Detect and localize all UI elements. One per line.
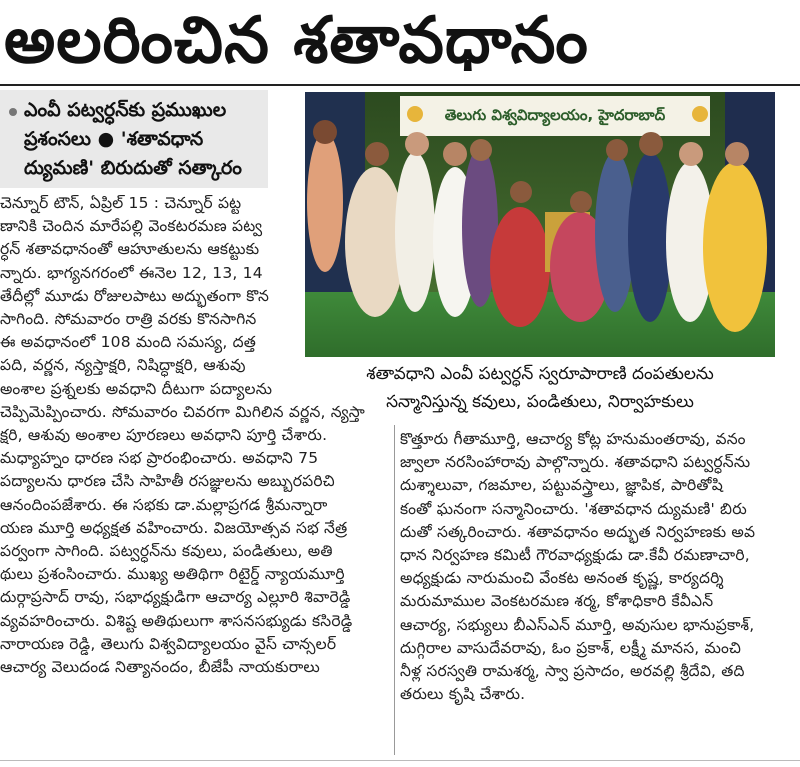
headline: అలరించిన శతావధానం [4,4,589,78]
article-line: వ్యవహరించారు. విశిష్ట అతిథులుగా శాసనసభ్యుడు కసిరెడ్డి [0,611,353,630]
article-line: పద్యాలను ధారణ చేసి సాహితీ రసజ్ఞులను అబ్బురపరిచి [0,472,335,491]
article-line: తరులు కృషి చేశారు. [400,685,526,704]
article-line: దుగ్గిరాల వాసుదేవరావు, ఓం ప్రకాశ్, లక్ష్మీ మానస, మంచి [400,638,742,657]
article-line: కొత్తూరు గీతామూర్తి, ఆచార్య కోట్ల హనుమంతరావు, వనం [400,430,746,448]
article-line: కంతో ఘనంగా సన్మానించారు. 'శతావధాన ద్యుమణి' బిరు [400,499,747,518]
article-line: అధ్యక్షుడు నారుమంచి వేంకట అనంత కృష్ణ, కార్యదర్శి [400,569,724,588]
article-line: పర్వంగా సాగింది. పట్వర్ధన్‌ను కవులు, పండితులు, అతి [0,542,333,561]
article-line: నీళ్ల సరస్వతి రామశర్మ, స్వా ప్రసాదం, అరవల్లి శ్రీదేవి, తది [400,662,745,681]
article-line: యణ మూర్తి అధ్యక్షత వహించారు. విజయోత్సవ సభ నేత్ర [0,518,348,537]
subheading-line: ఎంవీ పట్వర్ధన్‌కు ప్రముఖుల [24,99,227,121]
article-line: మరుమాముల వెంకటరమణ శర్మ, కోశాధికారి కేవీఎన్ [400,592,714,611]
event-photo [305,92,775,357]
article-line: తేదీల్లో మూడు రోజులపాటు అద్భుతంగా కొన [0,286,270,305]
article-line: ణానికి చెందిన మారేపల్లి వెంకటరమణ పట్వ [0,217,263,236]
page-bottom-rule [0,760,800,761]
article-line: ధాన నిర్వహణ కమిటీ గౌరవాధ్యక్షుడు డా.కేవీ రమణాచారి, [400,546,750,565]
event-photo-illustration [305,92,775,357]
article-line: దుశ్శాలువా, గజమాల, పట్టువస్త్రాలు, జ్ఞాపిక, పారితోషి [400,476,723,495]
caption-line: శతావధాని ఎంవీ పట్వర్ధన్ స్వరూపారాణి దంపతులను [366,364,714,384]
headline-rule [0,84,800,86]
article-line: ఆచార్య వెలుదండ నిత్యానందం, బీజేపీ నాయకురాలు [0,658,320,677]
article-line: చెప్పిమెప్పించారు. సోమవారం చివరగా మిగిలిన వర్ణన, న్యస్తా [0,402,365,421]
article-line: ఆచార్య, సభ్యులు బీఎస్ఎన్ మూర్తి, అవుసుల భానుప్రకాశ్, [400,615,755,634]
article-line: న్నారు. భాగ్యనగరంలో ఈనెల 12, 13, 14 [0,263,263,282]
article-line: సాగింది. సోమవారం రాత్రి వరకు కొనసాగిన [0,310,257,329]
photo-caption [305,360,775,422]
article-line: క్షరి, ఆశువు అంశాల పూరణలు అవధాని పూర్తి చేశారు. [0,426,328,445]
caption-line: సన్మానిస్తున్న కవులు, పండితులు, నిర్వాహకులు [386,392,694,412]
column-divider [394,425,395,755]
article-line: జ్వాలా నరసింహారావు పాల్గొన్నారు. శతావధాని పట్వర్ధన్‌ను [400,453,751,472]
article-line: ఈ అవధానంలో 108 మంది సమస్య, దత్త [0,333,256,352]
article-line: ర్ధన్ శతావధానంతో ఆహూతులను ఆకట్టుకు [0,240,260,259]
article-line: అంశాల ప్రశ్నలకు అవధాని దీటుగా పద్యాలను [0,379,273,398]
article-body-right [400,428,782,758]
article-line: పది, వర్ణన, న్యస్తాక్షరి, నిషిద్ధాక్షరి, ఆశువు [0,356,246,375]
article-line: థులు ప్రశంసించారు. ముఖ్య అతిథిగా రిటైర్డ్ న్యాయమూర్తి [0,565,345,584]
bullet-icon [9,108,17,116]
article-line: నారాయణ రెడ్డి, తెలుగు విశ్వవిద్యాలయం వైస్ చాన్సలర్ [0,634,337,653]
subheading-line: ద్యుమణి' బిరుదుతో సత్కారం [24,157,242,179]
subheading-box [0,90,268,188]
banner-text: తెలుగు విశ్వవిద్యాలయం, హైదరాబాద్ [444,106,666,124]
subheading-line: ప్రశంసలు ● 'శతావధాన [24,128,204,150]
article-line: మధ్యాహ్నం ధారణ సభ ప్రారంభించారు. అవధాని 75 [0,449,319,468]
article-line: దుతో సత్కరించారు. శతావధానం అద్భుత నిర్వహణకు అవ [400,522,756,541]
article-line: దుర్గాప్రసాద్ రావు, సభాధ్యక్షుడిగా ఆచార్య ఎల్లూరి శివారెడ్డి [0,588,351,607]
article-line: ఆనందింపజేశారు. ఈ సభకు డా.మల్లాప్రగడ శ్రీమన్నారా [0,495,328,514]
article-line: చెన్నూర్ టౌన్, ఏప్రిల్ 15 : చెన్నూర్ పట్ట [0,194,242,212]
